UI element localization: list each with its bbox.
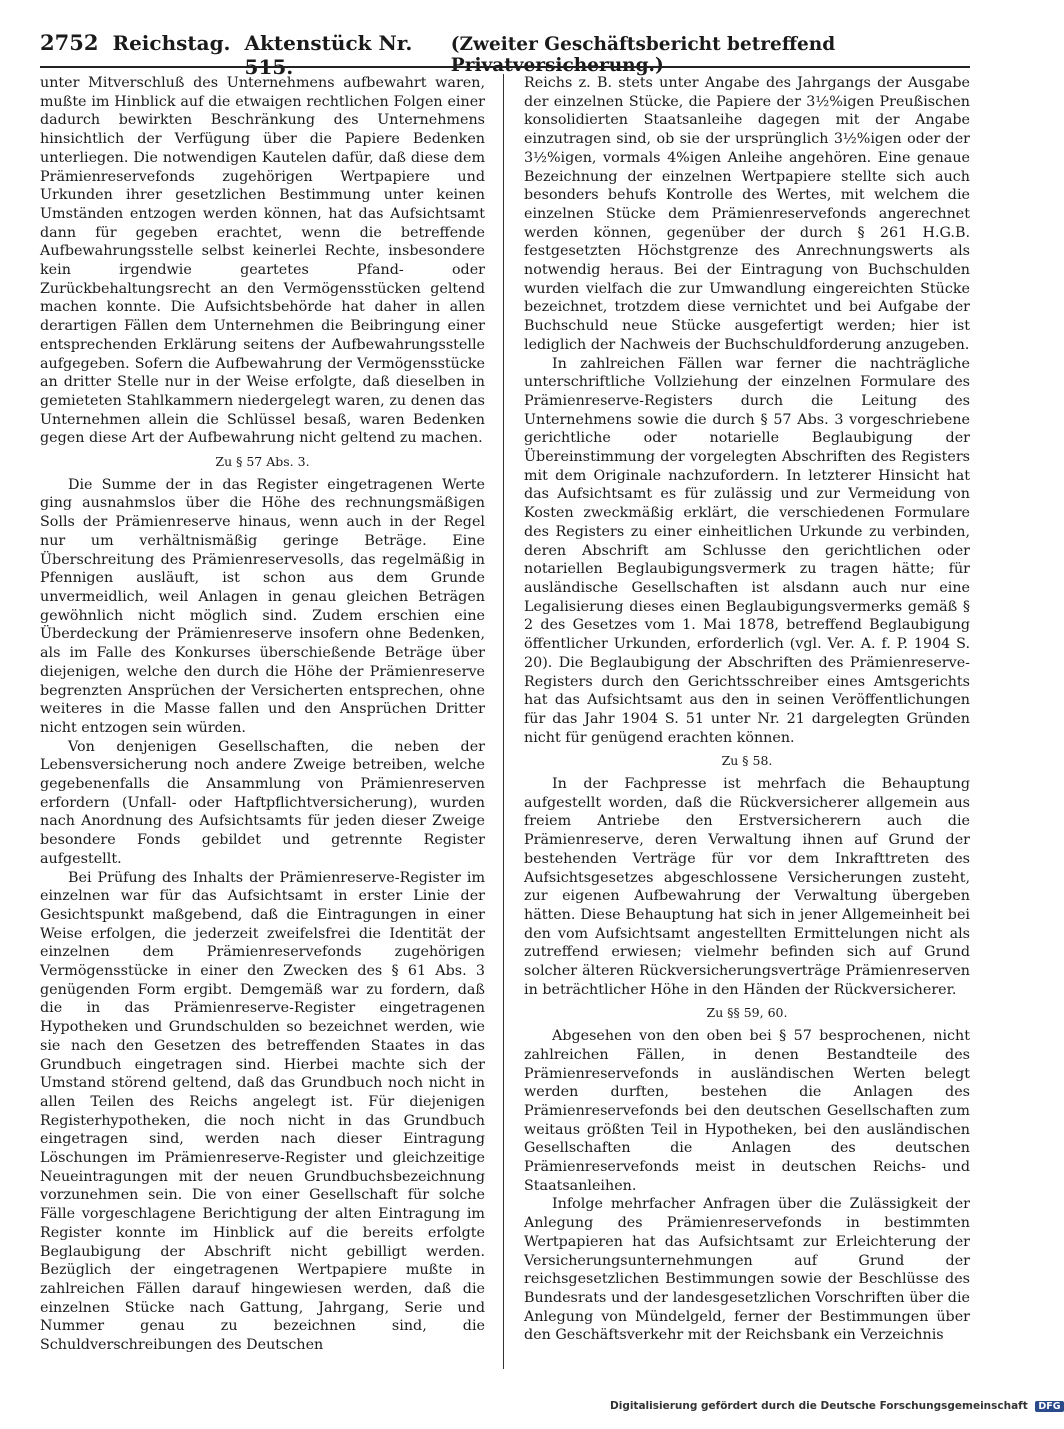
header-rule [40, 66, 970, 68]
section-heading: Zu § 57 Abs. 3. [215, 454, 310, 470]
column-divider [503, 74, 504, 1369]
left-column [40, 74, 485, 1369]
header-aktenstueck: Aktenstück Nr. 515. [244, 31, 413, 79]
paragraph: unter Mitverschluß des Unternehmens aufbewahrt waren, mußte im Hinblick auf die etwaigen rechtlichen Folgen einer dadurch bewirkten Beschränkung des Unternehmens hinsichtlich der Verfügung über die Papiere Bedenken unterliegen. Die notwendigen Kautelen dafür, daß diese dem Prämienreservefonds zugehörigen Wertpapiere und Urkunden ihrer gesetzlichen Bestimmung unter keinen Umständen entzogen werden können, hat das Aufsichtsamt dann für gegeben erachtet, wenn die betreffende Aufbewahrungsstelle selbst keinerlei Rechte, insbesondere kein irgendwie geartetes Pfand- oder Zurückbehaltungsrecht an den Vermögensstücken geltend machen konnte. Die Aufsichtsbehörde hat daher in allen derartigen Fällen dem Unternehmen die Beibringung einer entsprechenden Erklärung seitens der Aufbewahrungsstelle aufgegeben. Sofern die Aufbewahrung der Vermögensstücke an dritter Stelle nur in der Weise erfolgte, daß dieselben in gemieteten Stahlkammern niedergelegt waren, zu denen das Unternehmen allein die Schlüssel besaß, waren Bedenken gegen diese Art der Aufbewahrung nicht geltend zu machen. [40, 75, 485, 447]
page-number: 2752 [40, 30, 99, 55]
paragraph: In zahlreichen Fällen war ferner die nachträgliche unterschriftliche Vollziehung der einzelnen Formulare des Prämienreserve-Registers durch die Leitung des Unternehmens sowie die durch § 57 Abs. 3 vorgeschriebene gerichtliche oder notarielle Beglaubigung der Übereinstimmung der vorgelegten Abschriften des Registers mit dem Originale nachzufordern. In letzterer Hinsicht hat das Aufsichtsamt es für zulässig und zur Vermeidung von Kosten zweckmäßig erklärt, die verschiedenen Formulare des Registers zu einer einheitlichen Urkunde zu verbinden, deren Abschrift am Schlusse den gerichtlichen oder notariellen Beglaubigungsvermerk zu tragen hätte; für ausländische Gesellschaften ist alsdann auch nur eine Legalisierung dieses einen Beglaubigungsvermerks gemäß § 2 des Gesetzes vom 1. Mai 1878, betreffend Beglaubigung öffentlicher Urkunden, erforderlich (vgl. Ver. A. f. P. 1904 S. 20). Die Beglaubigung der Abschriften des Prämienreserve-Registers durch den Gerichtsschreiber eines Amtsgerichts hat das Aufsichtsamt aus den in seinen Veröffentlichungen für das Jahr 1904 S. 51 unter Nr. 21 dargelegten Gründen nicht für genügend erachten können. [524, 355, 970, 746]
paragraph: Die Summe der in das Register eingetragenen Werte ging ausnahmslos über die Höhe des rechnungsmäßigen Solls der Prämienreserve hinaus, wenn auch in der Regel nur um verhältnismäßig geringe Beträge. Eine Überschreitung des Prämienreservesolls, das regelmäßig in Pfennigen ausläuft, ist schon aus dem Grunde unvermeidlich, weil Anlagen in genau gleichen Beträgen gewöhnlich nicht möglich sind. Zudem erschien eine Überdeckung der Prämienreserve insofern ohne Bedenken, als im Falle des Konkurses überschießende Beträge über diejenigen, welche den durch die Höhe der Prämienreserve begrenzten Ansprüchen der Versicherten entsprechen, ohne weiteres in die Masse fallen und den Ansprüchen Dritter nicht entzogen sein würden. [40, 476, 485, 736]
paragraph: In der Fachpresse ist mehrfach die Behauptung aufgestellt worden, daß die Rückversicherer allgemein aus freiem Antriebe den Erstversicherern auch die Prämienreserve, deren Verwaltung ihnen auf Grund der bestehenden Verträge für vor dem Inkrafttreten des Aufsichtsgesetzes abgeschlossene Versicherungen zusteht, zur eigenen Aufbewahrung der Verwaltung übergeben hätten. Diese Behauptung hat sich in jener Allgemeinheit bei den vom Aufsichtsamt angestellten Ermittelungen nicht als zutreffend erwiesen; vielmehr befinden sich auf Grund solcher älteren Rückversicherungsverträge Prämienreserven in beträchtlicher Höhe in den Händen der Rückversicherer. [524, 776, 970, 998]
right-column [524, 74, 970, 1369]
digitization-footer [610, 1400, 1061, 1420]
dfg-logo: DFG [1035, 1401, 1063, 1412]
paragraph: Infolge mehrfacher Anfragen über die Zulässigkeit der Anlegung des Prämienreservefonds in bestimmten Wertpapieren hat das Aufsichtsamt zur Erleichterung der Versicherungsunternehmungen auf Grund der reichsgesetzlichen Bestimmungen sowie der Beschlüsse des Bundesrats und der landesgesetzlichen Vorschriften über die Anlegung von Mündelgeld, ferner der Bestimmungen über den Geschäftsverkehr mit der Reichsbank ein Verzeichnis [524, 1196, 970, 1344]
section-heading: Zu § 58. [721, 753, 773, 769]
header-reichstag: Reichstag. [112, 31, 231, 55]
page-header [40, 30, 970, 79]
paragraph: Reichs z. B. stets unter Angabe des Jahrgangs der Ausgabe der einzelnen Stücke, die Papiere der 3½%igen Preußischen konsolidierten Staatsanleihe dagegen mit der Angabe einzutragen sind, ob sie der ursprünglich 3½%igen oder der 3½%igen, vormals 4%igen Anleihe angehören. Eine genaue Bezeichnung der einzelnen Wertpapiere stellte sich auch besonders behufs Kontrolle des Wertes, mit welchem die einzelnen Stücke dem Prämienreservefonds angerechnet werden können, gegenüber der durch § 261 H.G.B. festgesetzten Höchstgrenze des Anrechnungswerts als notwendig heraus. Bei der Eintragung von Buchschulden wurden vielfach die zur Umwandlung eingereichten Stücke bezeichnet, trotzdem diese vernichtet und bei Aufgabe der Buchschuld neue Stücke ausgefertigt werden; hier ist lediglich der Nachweis der Buchschuldforderung anzugeben. [524, 75, 970, 353]
paragraph: Von denjenigen Gesellschaften, die neben der Lebensversicherung noch andere Zweige betreiben, welche gegebenenfalls die Ansammlung von Prämienreserven erfordern (Unfall- oder Haftpflichtversicherung), wurden nach Anordnung des Aufsichtsamts für jeden dieser Zweige besondere Fonds gebildet und getrennte Register aufgestellt. [40, 738, 485, 867]
header-subtitle: (Zweiter Geschäftsbericht betreffend Privatversicherung.) [450, 34, 836, 76]
paragraph: Abgesehen von den oben bei § 57 besprochenen, nicht zahlreichen Fällen, in denen Bestandteile des Prämienreservefonds in ausländischen Werten belegt werden durften, bestehen die Anlagen des Prämienreservefonds bei den deutschen Gesellschaften zum weitaus größten Teil in Hypotheken, bei den ausländischen Gesellschaften die Anlagen des deutschen Prämienreservefonds meist in deutschen Reichs- und Staatsanleihen. [524, 1028, 970, 1194]
section-heading: Zu §§ 59, 60. [706, 1005, 788, 1021]
paragraph: Bei Prüfung des Inhalts der Prämienreserve-Register im einzelnen war für das Aufsichtsamt in erster Linie der Gesichtspunkt maßgebend, daß die Eintragungen in einer Weise erfolgen, die jederzeit zweifelsfrei die Identität der einzelnen dem Prämienreservefonds zugehörigen Vermögensstücke in einer den Zwecken des § 61 Abs. 3 genügenden Form ergibt. Demgemäß war zu fordern, daß die in das Prämienreserve-Register eingetragenen Hypotheken und Grundschulden so bezeichnet werden, wie sie nach den Gesetzen des betreffenden Staates in das Grundbuch eingetragen sind. Hierbei machte sich der Umstand störend geltend, daß das Grundbuch noch nicht in allen Teilen des Reichs angelegt ist. Für diejenigen Registerhypotheken, die noch nicht in das Grundbuch eingetragen sind, werden nach dieser Eintragung Löschungen im Prämienreserve-Register und gleichzeitige Neueintragungen mit der neuen Grundbuchsbezeichnung vorzunehmen sein. Die von einer Gesellschaft für solche Fälle vorgeschlagene Berichtigung der alten Eintragung im Register konnte im Hinblick auf die bereits erfolgte Beglaubigung der Abschrift nicht gebilligt werden. Bezüglich der eingetragenen Wertpapiere mußte in zahlreichen Fällen darauf hingewiesen werden, daß die einzelnen Stücke nach Gattung, Jahrgang, Serie und Nummer genau zu bezeichnen sind, die Schuldverschreibungen des Deutschen [40, 869, 485, 1354]
footer-text: Digitalisierung gefördert durch die Deutsche Forschungsgemeinschaft [610, 1400, 1028, 1412]
